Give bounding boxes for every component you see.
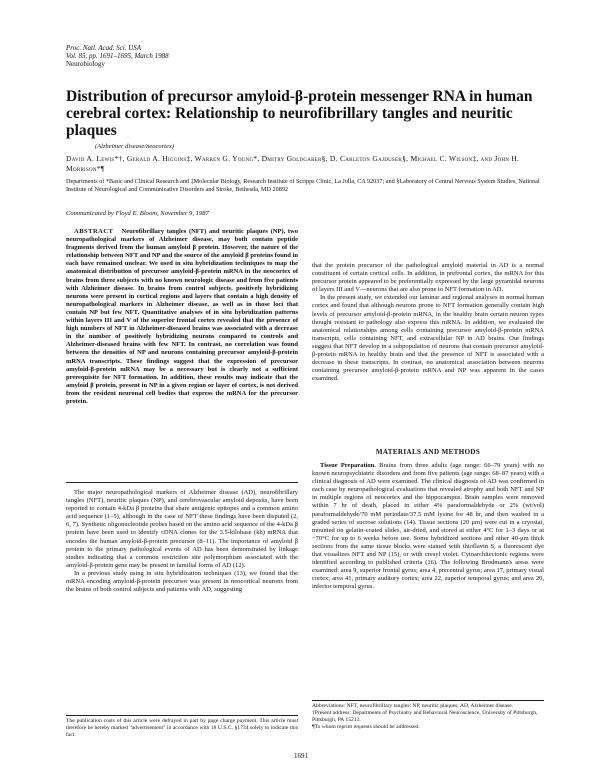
abstract: [66, 228, 298, 406]
methods-paragraph: [312, 462, 544, 592]
section-name: Neurobiology: [66, 60, 105, 68]
abstract-text: Neurofibrillary tangles (NFT) and neuritic plaques (NP), two neuropathological markers of Alzheimer disease, may both contain peptide fragments derived from the human amyloid β protein. However, the nature of the relationship between NFT and NP and the source of the amyloid β proteins found in each have remained unclear. We used in situ hybridization techniques to map the anatomical distribution of precursor amyloid-β-protein mRNA in the neocortex of brains from three subjects with no known neurologic disease and from five patients with Alzheimer disease. In brains from control subjects, positively hybridizing neurons were present in cortical regions and layers that contain a high density of neuropathological markers in Alzheimer disease, as well as in those loci that contain NP but few NFT. Quantitative analyses of in situ hybridization patterns within layers III and V of the superior frontal cortex revealed that the presence of high numbers of NFT in Alzheimer-diseased brains was associated with a decrease in the number of positively hybridizing neurons compared to controls and Alzheimer-diseased brains with few NFT. In contrast, no correlation was found between the densities of NP and neurons containing precursor amyloid-β-protein mRNA transcripts. These findings suggest that the expression of precursor amyloid-β-protein mRNA may be a necessary but is clearly not a sufficient prerequisite for NFT formation. In addition, these results may indicate that the amyloid β protein, present in NP in a given region or layer of cortex, is not derived from the resident neuronal cell bodies that express the mRNA for the precursor protein.: [66, 228, 299, 405]
methods-section: [312, 462, 544, 592]
intro-continued-paragraph: In the present study, we extended our laminar and regional analyses in normal human cortex and found that although neurons prone to NFT formation generally contain high levels of precursor amyloid-β-protein mRNA, in the healthy brain certain neuron types thought resistant to pathology also express this mRNA. In addition, we evaluated the anatomical relationships among cells containing precursor amyloid-β-protein mRNA transcripts, cells containing NFT, and extracellular NP in AD brains. Our findings suggest that NFT develop in a subpopulation of neurons that contain precursor amyloid-β-protein mRNA in healthy brain and that the presence of NFT is associated with a decrease in these transcripts. In contrast, no anatomical association between neurons containing precursor amyloid-β-protein mRNA and NP was apparent in the cases examined.: [312, 294, 544, 383]
methods-heading: MATERIALS AND METHODS: [375, 448, 481, 456]
intro-continued-paragraph: that the protein precursor of the pathological amyloid material in AD is a normal constituent of certain cortical cells. In addition, in prefrontal cortex, the mRNA for this precursor protein appeared to be preferentially expressed by the large pyramidal neurons of layers III and V—neurons that are also prone to NFT formation in AD.: [312, 262, 544, 294]
author-list: David A. Lewis*†, Gerald A. Higgins‡, Warren G. Young*, Dmitry Goldgaber§, D. Carleton Gajdusek§, Michael C. Wilson‡, and John H. Morrison*¶: [66, 154, 520, 173]
abbreviations-footnote: Abbreviations: NFT, neurofibrillary tangles; NP, neuritic plaques; AD, Alzheimer disease.: [312, 703, 514, 709]
right-column-intro: [312, 262, 544, 383]
introduction: [66, 489, 298, 594]
abstract-label: ABSTRACT: [74, 228, 114, 235]
journal-header: [66, 44, 169, 68]
footnote-divider-left: [66, 715, 298, 716]
present-address-footnote: †Present address: Departments of Psychiatry and Behavioral Neuroscience, University of Pittsburgh, Pittsburgh, PA 15213.: [312, 710, 538, 723]
methods-lead: Tissue Preparation.: [320, 462, 376, 469]
paper-subtitle: (Alzheimer disease/neocortex): [95, 143, 174, 150]
communicated-by: Communicated by Floyd E. Bloom, November 9, 1987: [66, 210, 209, 217]
publication-cost-footnote: The publication costs of this article were defrayed in part by page charge payment. This article must therefore be hereby marked "advertisement" in accordance with 18 U.S.C. §1734 solely to indicate this fact.: [66, 718, 298, 738]
page-number: 1691: [294, 752, 308, 760]
affiliations: Departments of *Basic and Clinical Research and ‡Molecular Biology, Research Institute of Scripps Clinic, La Jolla, CA 92037; and §Laboratory of Central Nervous System Studies, National Institute of Neurological and Communicative Disorders and Stroke, Bethesda, MD 20892: [66, 178, 540, 193]
reprint-footnote: ¶To whom reprint requests should be addressed.: [312, 724, 420, 730]
paper-title: Distribution of precursor amyloid-β-protein messenger RNA in human cerebral cortex: Relationship to neurofibrillary tangles and neuritic plaques: [66, 88, 533, 139]
methods-text: Brains from three adults (age range: 66–79 years) with no known neuropsychiatric disorders and from five patients (age range: 68–87 years) with a clinical diagnosis of AD were examined. The clinical diagnosis of AD was confirmed in each case by neuropathological evaluations that revealed atrophy and both NFT and NP in multiple regions of neocortex and the hippocampus. Brain samples were removed within 7 hr of death, placed in either 4% paraformaldehyde or 2% (wt/vol) paraformaldehyde/70 mM periodate/37.5 mM lysine for 48 hr, and then washed in a graded series of sucrose solutions (14). Tissue sections (20 μm) were cut in a cryostat, mounted on gelatin-coated slides, air-dried, and stored at either 4°C for 1–3 days or at −70°C for up to 6 weeks before use. Some hybridized sections and other 40-μm thick sections from the same tissue blocks were stained with thioflavin S, a fluorescent dye that visualizes NFT and NP (15), or with cresyl violet. Cytoarchitectonic regions were identified according to published criteria (16). The following Brodmann's areas were examined: area 9, superior frontal gyrus; area 4, precentral gyrus; area 17, primary visual cortex; area 41, primary auditory cortex; area 22, superior temporal gyrus; and area 20, inferior temporal gyrus.: [312, 462, 545, 591]
journal-name: Proc. Natl. Acad. Sci. USA: [66, 44, 142, 52]
abstract-divider: [66, 482, 298, 483]
intro-paragraph: In a previous study using in situ hybridization techniques (13), we found that the mRNA encoding amyloid-β-protein precursor was present in neocortical neurons from the brains of both control subjects and patients with AD, suggesting: [66, 569, 298, 594]
footnote-divider-right: [312, 700, 544, 701]
volume-info: Vol. 85, pp. 1691–1695, March 1988: [66, 52, 169, 60]
intro-paragraph: The major neuropathological markers of Alzheimer disease (AD), neurofibrillary tangles (NFT), neuritic plaques (NP), and cerebrovascular amyloid deposits, have been reported to contain 4-kDa β proteins that share antigenic epitopes and a common amino acid sequence (1–5), although in the case of NFT these findings have been disputed (2, 6, 7). Synthetic oligonucleotide probes based on the amino acid sequence of the 4-kDa β protein have been used to identify cDNA clones for the 3.5-kilobase (kb) mRNA that encodes the human amyloid-β-protein precursor (8–11). The importance of amyloid β protein to the primary pathological events of AD has been demonstrated by linkage studies indicating that a common restriction site polymorphism associated with the amyloid-β-protein gene may be present in familial forms of AD (12).: [66, 489, 298, 569]
footnotes-right: [312, 703, 544, 731]
